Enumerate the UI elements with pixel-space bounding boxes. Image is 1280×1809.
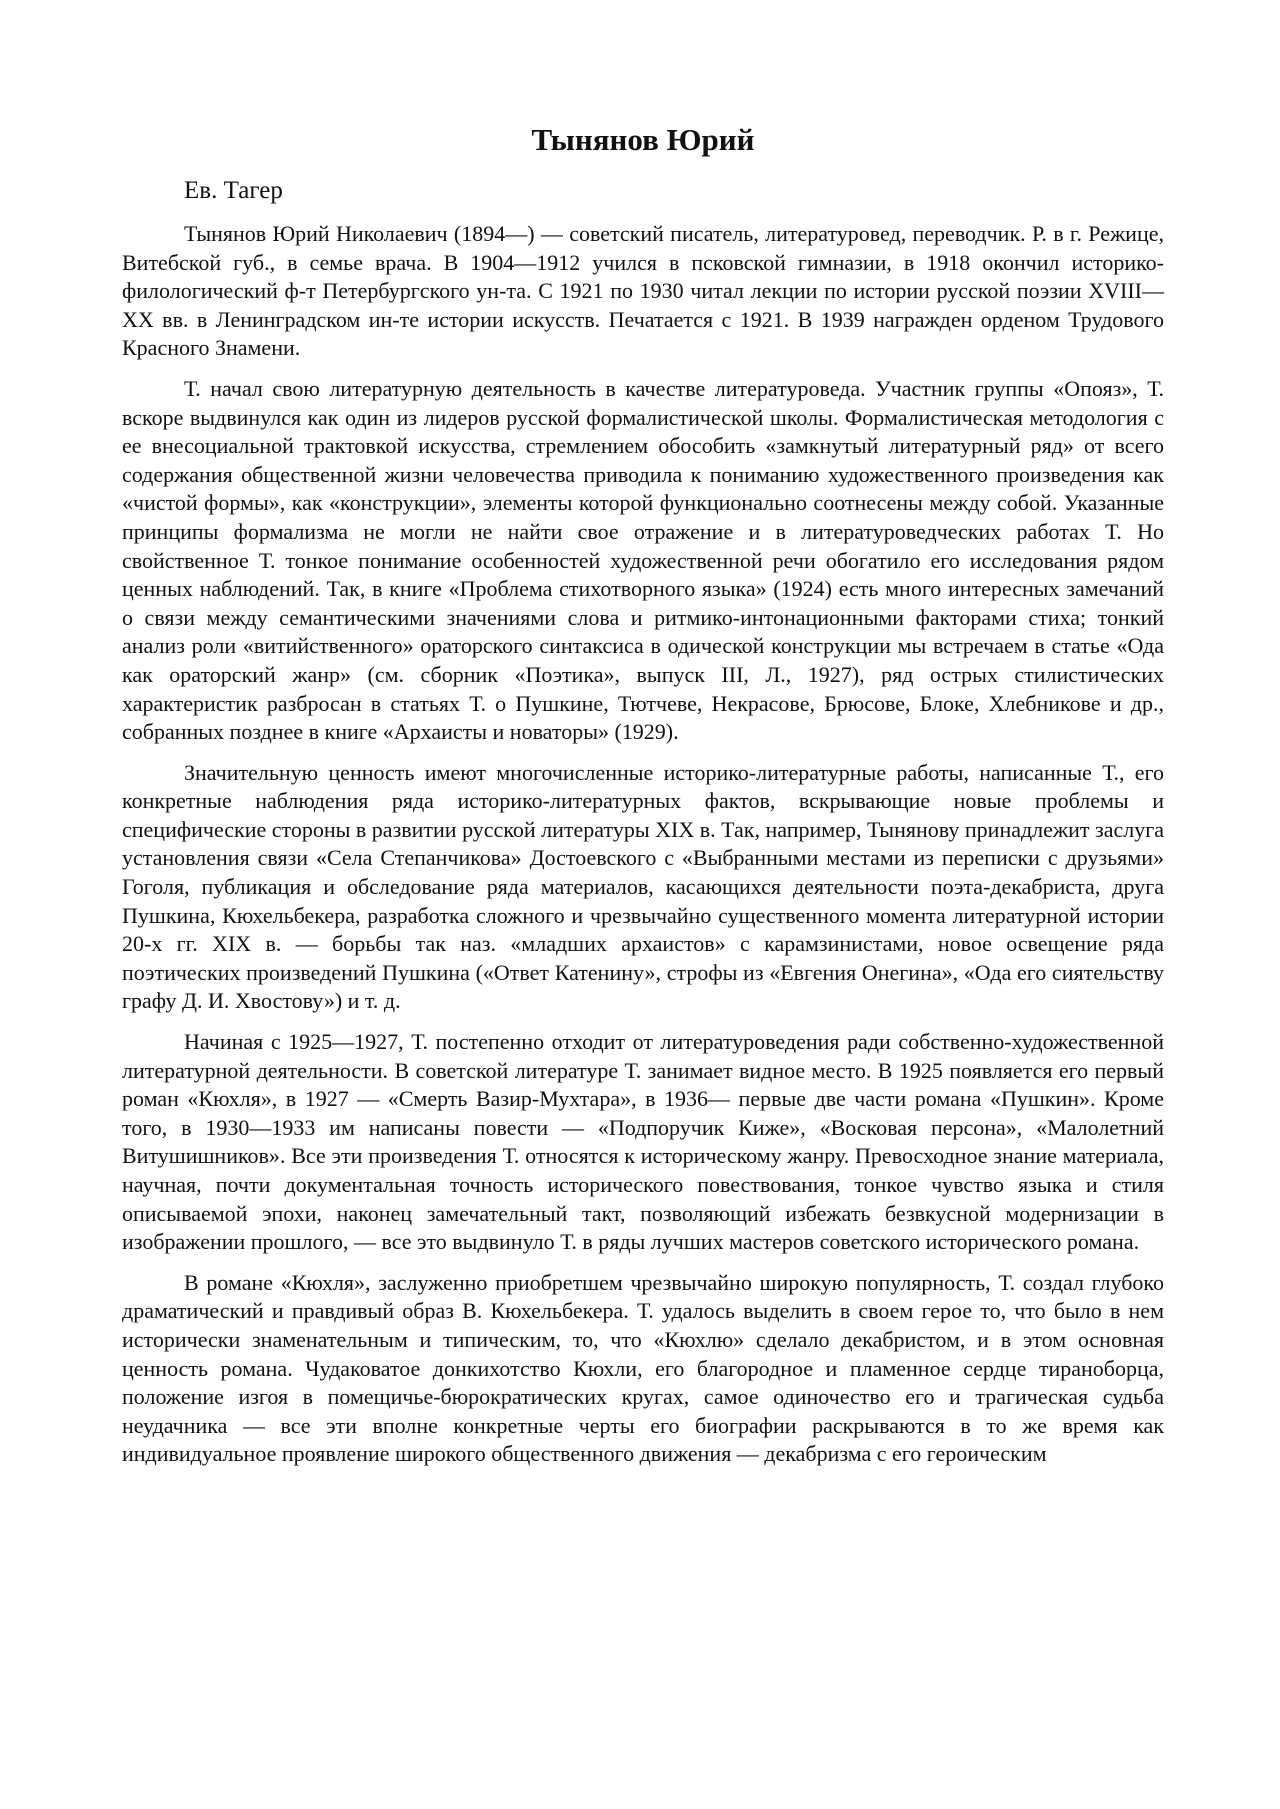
paragraph-5: В романе «Кюхля», заслуженно приобретшем чрезвычайно широкую популярность, Т. создал глубоко драматический и правдивый образ В. Кюхельбекера. Т. удалось выделить в своем герое то, что было в нем исторически знаменательным и типическим, то, что «Кюхлю» сделало декабристом, и в этом основная ценность романа. Чудаковатое донкихотство Кюхли, его благородное и пламенное сердце тираноборца, положение изгоя в помещичье-бюрократических кругах, самое одиночество его и трагическая судьба неудачника — все эти вполне конкретные черты его биографии раскрываются в то же время как индивидуальное проявление широкого общественного движения — декабризма с его героическим (122, 1269, 1164, 1467)
document-page (122, 120, 1164, 1481)
paragraph-3: Значительную ценность имеют многочисленные историко-литературные работы, написанные Т., его конкретные наблюдения ряда историко-литературных фактов, вскрывающие новые проблемы и специфические стороны в развитии русской литературы XIX в. Так, например, Тынянову принадлежит заслуга установления связи «Села Степанчикова» Достоевского с «Выбранными местами из переписки с друзьями» Гоголя, публикация и обследование ряда материалов, касающихся деятельности поэта-декабриста, друга Пушкина, Кюхельбекера, разработка сложного и чрезвычайно существенного момента литературной истории 20-х гг. XIX в. — борьбы так наз. «младших архаистов» с карамзинистами, новое освещение ряда поэтических произведений Пушкина («Ответ Катенину», строфы из «Евгения Онегина», «Ода его сиятельству графу Д. И. Хвостову») и т. д. (122, 759, 1164, 1014)
paragraph-2: Т. начал свою литературную деятельность в качестве литературоведа. Участник группы «Опояз», Т. вскоре выдвинулся как один из лидеров русской формалистической школы. Формалистическая методология с ее внесоциальной трактовкой искусства, стремлением обособить «замкнутый литературный ряд» от всего содержания общественной жизни человечества приводила к пониманию художественного произведения как «чистой формы», как «конструкции», элементы которой функционально соотнесены между собой. Указанные принципы формализма не могли не найти свое отражение и в литературоведческих работах Т. Но свойственное Т. тонкое понимание особенностей художественной речи обогатило его исследования рядом ценных наблюдений. Так, в книге «Проблема стихотворного языка» (1924) есть много интересных замечаний о связи между семантическими значениями слова и ритмико-интонационными факторами стиха; тонкий анализ роли «витийственного» ораторского синтаксиса в одической конструкции мы встречаем в статье «Ода как ораторский жанр» (см. сборник «Поэтика», выпуск III, Л., 1927), ряд острых стилистических характеристик разбросан в статьях Т. о Пушкине, Тютчеве, Некрасове, Брюсове, Блоке, Хлебникове и др., собранных позднее в книге «Архаисты и новаторы» (1929). (122, 375, 1164, 745)
paragraph-1: Тынянов Юрий Николаевич (1894—) — советский писатель, литературовед, переводчик. Р. в г. Режице, Витебской губ., в семье врача. В 1904—1912 учился в псковской гимназии, в 1918 окончил историко-филологический ф-т Петербургского ун-та. С 1921 по 1930 читал лекции по истории русской поэзии XVIII—XX вв. в Ленинградском ин-те истории искусств. Печатается с 1921. В 1939 награжден орденом Трудового Красного Знамени. (122, 221, 1164, 361)
document-title: Тынянов Юрий (531, 122, 755, 157)
document-author: Ев. Тагер (184, 177, 283, 204)
paragraph-4: Начиная с 1925—1927, Т. постепенно отходит от литературоведения ради собственно-художественной литературной деятельности. В советской литературе Т. занимает видное место. В 1925 появляется его первый роман «Кюхля», в 1927 — «Смерть Вазир-Мухтара», в 1936— первые две части романа «Пушкин». Кроме того, в 1930—1933 им написаны повести — «Подпоручик Киже», «Восковая персона», «Малолетний Витушишников». Все эти произведения Т. относятся к историческому жанру. Превосходное знание материала, научная, почти документальная точность исторического повествования, тонкое чувство языка и стиля описываемой эпохи, наконец замечательный такт, позволяющий избежать безвкусной модернизации в изображении прошлого, — все это выдвинуло Т. в ряды лучших мастеров советского исторического романа. (122, 1029, 1164, 1255)
